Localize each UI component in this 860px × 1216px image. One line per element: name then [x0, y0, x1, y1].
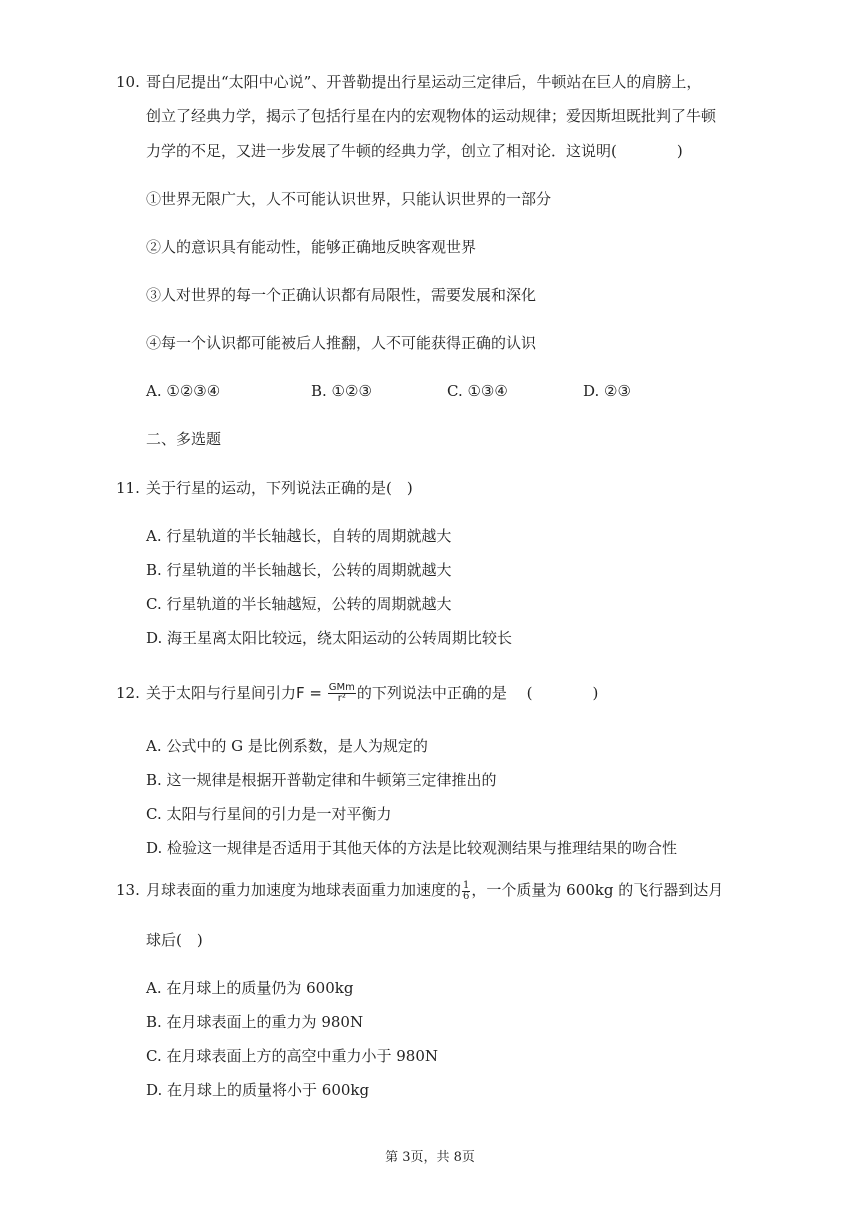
option-d: D. ②③	[583, 382, 631, 400]
fraction-numerator: 1	[463, 879, 470, 891]
question-stem-line: 哥白尼提出“太阳中心说”、开普勒提出行星运动三定律后，牛顿站在巨人的肩膀上，	[146, 73, 702, 91]
fraction-numerator: GMm	[328, 682, 355, 693]
option-c: C. 太阳与行星间的引力是一对平衡力	[146, 805, 392, 823]
option-b: B. 这一规律是根据开普勒定律和牛顿第三定律推出的	[146, 771, 497, 789]
statement-3: ③人对世界的每一个正确认识都有局限性，需要发展和深化	[146, 286, 537, 304]
option-c: C. ①③④	[447, 382, 508, 400]
option-c: C. 行星轨道的半长轴越短，公转的周期就越大	[146, 595, 452, 613]
section-heading: 二、多选题	[146, 430, 222, 448]
stem-text: 关于太阳与行星间引力	[146, 684, 297, 702]
stem-text: 的下列说法中正确的是 ( )	[356, 684, 599, 702]
stem-text: ，一个质量为 600kg 的飞行器到达月	[471, 881, 724, 899]
option-b: B. 行星轨道的半长轴越长，公转的周期就越大	[146, 561, 452, 579]
option-d: D. 海王星离太阳比较远，绕太阳运动的公转周期比较长	[146, 629, 513, 647]
stem-text: 月球表面的重力加速度为地球表面重力加速度的	[146, 881, 462, 899]
option-a: A. 行星轨道的半长轴越长，自转的周期就越大	[146, 527, 452, 545]
question-number: 13.	[116, 881, 140, 899]
question-stem	[146, 880, 723, 902]
formula-fraction	[328, 683, 356, 704]
option-c: C. 在月球表面上方的高空中重力小于 980N	[146, 1047, 439, 1065]
question-stem	[146, 683, 598, 704]
option-a: A. 在月球上的质量仍为 600kg	[146, 979, 354, 997]
question-stem-line: 球后( )	[146, 931, 203, 949]
fraction-denominator: r²	[337, 693, 346, 704]
statement-4: ④每一个认识都可能被后人推翻，人不可能获得正确的认识	[146, 334, 537, 352]
question-stem: 关于行星的运动，下列说法正确的是( )	[146, 479, 413, 497]
formula-lhs: F =	[296, 684, 327, 702]
one-sixth-fraction	[462, 881, 470, 902]
statement-1: ①世界无限广大，人不可能认识世界，只能认识世界的一部分	[146, 190, 552, 208]
option-b: B. ①②③	[311, 382, 372, 400]
option-b: B. 在月球表面上的重力为 980N	[146, 1013, 364, 1031]
option-d: D. 在月球上的质量将小于 600kg	[146, 1081, 370, 1099]
question-number: 11.	[116, 479, 140, 497]
gravitation-formula	[296, 684, 357, 702]
option-a: A. 公式中的 G 是比例系数，是人为规定的	[146, 737, 428, 755]
statement-2: ②人的意识具有能动性，能够正确地反映客观世界	[146, 238, 477, 256]
fraction-denominator: 6	[463, 890, 470, 902]
question-stem-line: 创立了经典力学，揭示了包括行星在内的宏观物体的运动规律；爱因斯坦既批判了牛顿	[146, 107, 717, 125]
question-number: 12.	[116, 684, 140, 702]
question-stem-line: 力学的不足，又进一步发展了牛顿的经典力学，创立了相对论．这说明( )	[146, 142, 683, 160]
option-a: A. ①②③④	[146, 382, 221, 400]
question-number: 10.	[116, 73, 140, 91]
option-d: D. 检验这一规律是否适用于其他天体的方法是比较观测结果与推理结果的吻合性	[146, 839, 678, 857]
page-footer: 第 3页，共 8页	[385, 1150, 475, 1165]
